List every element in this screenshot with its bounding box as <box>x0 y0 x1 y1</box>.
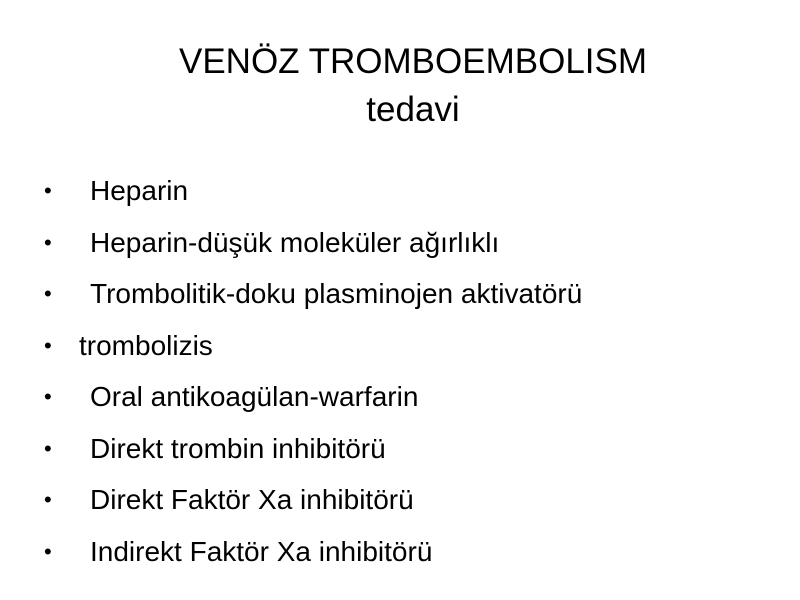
list-item-text: Heparin <box>90 175 189 206</box>
list-item-text: Oral antikoagülan-warfarin <box>90 381 419 412</box>
bullet-icon: • <box>44 229 52 255</box>
bullet-icon: • <box>44 332 52 358</box>
list-item-text: trombolizis <box>79 329 213 361</box>
list-item-text: Indirekt Faktör Xa inhibitörü <box>90 535 433 567</box>
bullet-icon: • <box>44 178 52 203</box>
list-item-text: Direkt Faktör Xa inhibitörü <box>90 484 414 515</box>
bullet-icon: • <box>44 384 52 409</box>
title-line-main: VENÖZ TROMBOEMBOLISM <box>178 42 648 81</box>
title-line-subtitle: tedavi <box>366 90 460 129</box>
list-item-text: Trombolitik-doku plasminojen aktivatörü <box>90 278 583 309</box>
slide-title <box>0 38 800 134</box>
bullet-icon: • <box>44 487 52 512</box>
bullet-icon: • <box>44 538 52 564</box>
bullet-icon: • <box>44 281 52 306</box>
list-item-text: Direkt trombin inhibitörü <box>90 432 386 464</box>
list-item-text: Heparin-düşük moleküler ağırlıklı <box>90 226 500 258</box>
bullet-icon: • <box>44 435 52 461</box>
